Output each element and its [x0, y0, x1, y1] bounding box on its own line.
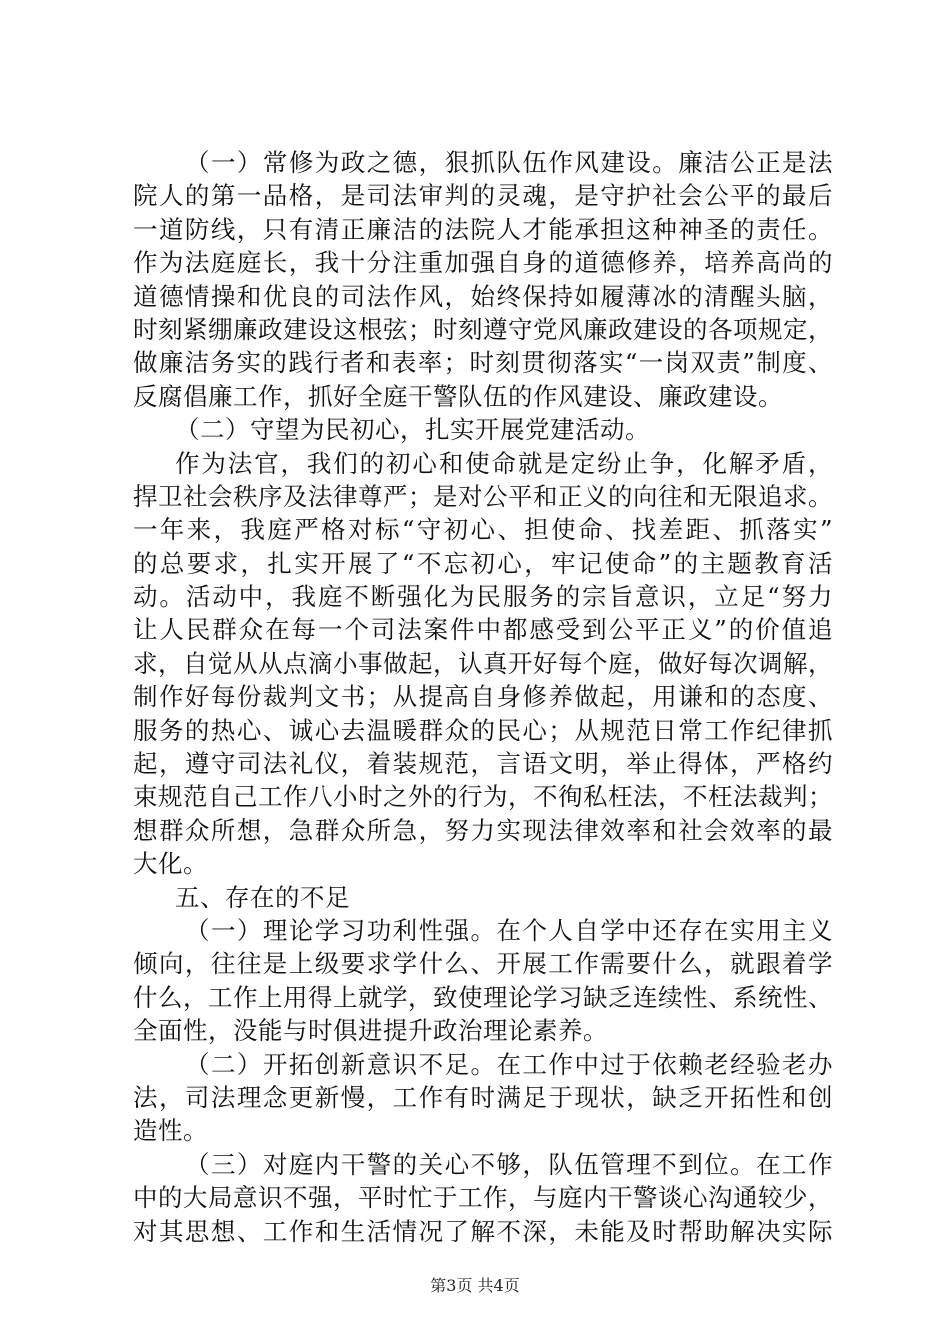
text-line: 想群众所想，急群众所急，努力实现法律效率和社会效率的最: [133, 815, 833, 845]
text-line: 束规范自己工作八小时之外的行为，不徇私枉法，不枉法裁判；: [133, 782, 833, 812]
text-line: 对其思想、工作和生活情况了解不深，未能及时帮助解决实际: [133, 1216, 833, 1246]
document-body: [133, 146, 833, 1248]
text-line: 动。活动中，我庭不断强化为民服务的宗旨意识，立足“努力: [133, 582, 833, 612]
text-line: 一道防线，只有清正廉洁的法院人才能承担这种神圣的责任。: [133, 214, 833, 244]
text-line: 服务的热心、诚心去温暖群众的民心；从规范日常工作纪律抓: [133, 715, 833, 745]
text-line: 倾向，往往是上级要求学什么、开展工作需要什么，就跟着学: [133, 949, 833, 979]
text-line: （一）常修为政之德，狠抓队伍作风建设。廉洁公正是法: [185, 148, 833, 177]
text-line: 制作好每份裁判文书；从提高自身修养做起，用谦和的态度、: [133, 682, 833, 712]
text-line: 法，司法理念更新慢，工作有时满足于现状，缺乏开拓性和创: [133, 1082, 833, 1112]
text-line: （二）开拓创新意识不足。在工作中过于依赖老经验老办: [185, 1049, 833, 1079]
text-line: 的总要求，扎实开展了“不忘初心，牢记使命”的主题教育活: [133, 548, 833, 578]
text-line: 造性。: [133, 1116, 208, 1146]
text-line: 让人民群众在每一个司法案件中都感受到公平正义”的价值追: [133, 615, 833, 645]
text-line: 反腐倡廉工作，抓好全庭干警队伍的作风建设、廉政建设。: [133, 381, 783, 411]
text-line: 作为法庭庭长，我十分注重加强自身的道德修养，培养高尚的: [133, 248, 833, 278]
text-line: 起，遵守司法礼仪，着装规范，言语文明，举止得体，严格约: [133, 749, 833, 779]
page-footer: 第3页 共4页: [430, 1276, 520, 1295]
text-line: 时刻紧绷廉政建设这根弦；时刻遵守党风廉政建设的各项规定，: [133, 314, 833, 344]
text-line: 一年来，我庭严格对标“守初心、担使命、找差距、抓落实”: [133, 515, 833, 545]
text-line: 全面性，没能与时俱进提升政治理论素养。: [133, 1016, 608, 1046]
text-line: 捍卫社会秩序及法律尊严；是对公平和正义的向往和无限追求。: [133, 481, 833, 511]
text-line: 中的大局意识不强，平时忙于工作，与庭内干警谈心沟通较少，: [133, 1183, 833, 1213]
text-line: 道德情操和优良的司法作风，始终保持如履薄冰的清醒头脑，: [133, 281, 833, 311]
text-line: 作为法官，我们的初心和使命就是定纷止争，化解矛盾，: [175, 448, 833, 478]
text-line: 什么，工作上用得上就学，致使理论学习缺乏连续性、系统性、: [133, 982, 833, 1012]
text-line: 五、存在的不足: [175, 882, 350, 912]
text-line: 大化。: [133, 849, 208, 879]
text-line: （二）守望为民初心，扎实开展党建活动。: [175, 415, 650, 445]
text-line: （一）理论学习功利性强。在个人自学中还存在实用主义: [185, 915, 833, 945]
text-line: 院人的第一品格，是司法审判的灵魂，是守护社会公平的最后: [133, 181, 833, 211]
text-line: （三）对庭内干警的关心不够，队伍管理不到位。在工作: [185, 1149, 833, 1179]
text-line: 做廉洁务实的践行者和表率；时刻贯彻落实“一岗双责”制度、: [133, 348, 833, 378]
text-line: 求，自觉从从点滴小事做起，认真开好每个庭，做好每次调解，: [133, 648, 833, 678]
